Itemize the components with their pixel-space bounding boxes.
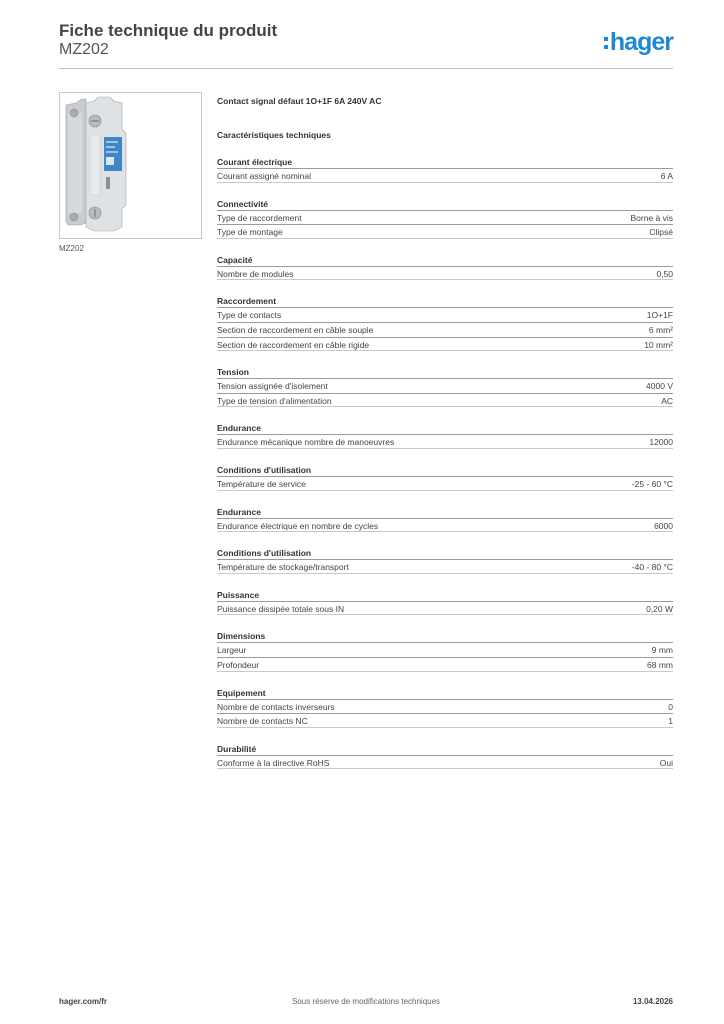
spec-row <box>217 168 673 183</box>
spec-group-title: Capacité <box>217 254 253 265</box>
product-code: MZ202 <box>59 41 109 58</box>
spec-row <box>217 266 673 281</box>
spec-value: AC <box>661 395 673 406</box>
page-title: Fiche technique du produit <box>59 21 278 40</box>
page-header <box>59 21 673 69</box>
spec-value: 10 mm² <box>644 339 673 350</box>
spec-content <box>217 95 673 769</box>
spec-group-title: Conditions d'utilisation <box>217 464 312 475</box>
spec-group-title: Courant électrique <box>217 157 293 167</box>
footer-website: hager.com/fr <box>59 997 108 1006</box>
spec-group-title: Endurance <box>217 506 261 517</box>
spec-row <box>217 657 673 672</box>
spec-value: 6 A <box>660 171 673 181</box>
spec-group <box>217 156 673 183</box>
spec-row <box>217 378 673 393</box>
hager-logo <box>604 29 673 55</box>
spec-group-title: Tension <box>217 367 249 378</box>
spec-value: 12000 <box>649 437 673 448</box>
spec-value: 1 <box>668 716 673 727</box>
contact-module-icon <box>60 93 201 238</box>
spec-value: -40 - 80 °C <box>631 562 673 573</box>
spec-label: Conforme à la directive RoHS <box>217 757 330 768</box>
page-footer <box>59 997 673 1009</box>
spec-rows <box>217 755 673 770</box>
spec-label: Température de service <box>217 478 306 489</box>
spec-label: Section de raccordement en câble rigide <box>217 339 370 350</box>
spec-label: Type de montage <box>217 227 283 238</box>
spec-group-title: Endurance <box>217 423 261 434</box>
spec-label: Courant assigné nominal <box>217 171 312 181</box>
spec-rows <box>217 601 673 616</box>
spec-rows <box>217 307 673 351</box>
spec-row <box>217 210 673 225</box>
spec-label: Nombre de contacts NC <box>217 716 308 727</box>
spec-rows <box>217 378 673 407</box>
spec-row <box>217 307 673 322</box>
spec-group-title: Connectivité <box>217 198 269 209</box>
spec-group-title: Puissance <box>217 589 260 600</box>
spec-group <box>217 547 673 574</box>
spec-value: Borne à vis <box>630 212 673 223</box>
spec-group <box>217 743 673 770</box>
spec-group <box>217 589 673 616</box>
spec-group <box>217 506 673 533</box>
spec-value: 1O+1F <box>646 310 673 321</box>
spec-label: Type de contacts <box>217 310 282 321</box>
spec-value: 0,50 <box>656 268 673 279</box>
product-image <box>59 92 202 239</box>
spec-value: Clipsé <box>649 227 673 238</box>
spec-value: 6 mm² <box>648 324 673 335</box>
spec-label: Tension assignée d'isolement <box>217 381 328 392</box>
spec-value: 68 mm <box>647 659 673 670</box>
spec-row <box>217 699 673 714</box>
spec-label: Profondeur <box>217 659 260 670</box>
spec-label: Type de raccordement <box>217 212 302 223</box>
spec-group <box>217 198 673 239</box>
spec-value: 0,20 W <box>646 603 673 614</box>
spec-rows <box>217 476 673 491</box>
spec-group <box>217 422 673 449</box>
spec-rows <box>217 434 673 449</box>
spec-group <box>217 295 673 351</box>
spec-label: Type de tension d'alimentation <box>217 395 332 406</box>
spec-group <box>217 464 673 491</box>
spec-label: Nombre de contacts inverseurs <box>217 701 335 712</box>
footer-date: 13.04.2026 <box>632 997 673 1006</box>
spec-group-title: Raccordement <box>217 296 277 307</box>
spec-group-title: Durabilité <box>217 743 257 754</box>
spec-group <box>217 630 673 671</box>
spec-rows <box>217 168 673 183</box>
spec-value: -25 - 60 °C <box>631 478 673 489</box>
spec-group-title: Equipement <box>217 687 266 698</box>
spec-label: Section de raccordement en câble souple <box>217 324 374 335</box>
spec-row <box>217 224 673 239</box>
spec-row <box>217 393 673 408</box>
spec-rows <box>217 559 673 574</box>
spec-group-title: Conditions d'utilisation <box>217 548 312 559</box>
spec-row <box>217 337 673 352</box>
spec-value: 0 <box>668 701 673 712</box>
spec-groups <box>217 156 673 769</box>
spec-row <box>217 518 673 533</box>
spec-row <box>217 642 673 657</box>
logo-dots-icon <box>604 37 608 49</box>
spec-label: Largeur <box>217 645 247 656</box>
product-description: Contact signal défaut 1O+1F 6A 240V AC <box>217 96 382 106</box>
spec-value: 6000 <box>654 520 673 531</box>
spec-label: Endurance mécanique nombre de manoeuvres <box>217 437 395 448</box>
spec-row <box>217 755 673 770</box>
spec-group <box>217 687 673 728</box>
spec-value: Oui <box>659 757 673 768</box>
spec-row <box>217 559 673 574</box>
spec-row <box>217 476 673 491</box>
spec-label: Endurance électrique en nombre de cycles <box>217 520 379 531</box>
image-caption: MZ202 <box>59 244 84 253</box>
spec-value: 4000 V <box>646 381 673 392</box>
spec-rows <box>217 699 673 728</box>
spec-value: 9 mm <box>651 645 673 656</box>
spec-row <box>217 713 673 728</box>
logo-text: hager <box>609 28 673 56</box>
spec-group-title: Dimensions <box>217 631 266 642</box>
footer-notice: Sous réserve de modifications techniques <box>291 997 441 1006</box>
spec-group <box>217 254 673 281</box>
spec-group <box>217 366 673 407</box>
spec-row <box>217 322 673 337</box>
spec-rows <box>217 642 673 671</box>
spec-rows <box>217 518 673 533</box>
spec-row <box>217 601 673 616</box>
spec-label: Température de stockage/transport <box>217 562 349 573</box>
header-divider <box>59 68 673 69</box>
tech-characteristics-title: Caractéristiques techniques <box>217 130 331 140</box>
spec-rows <box>217 266 673 281</box>
spec-rows <box>217 210 673 239</box>
spec-label: Nombre de modules <box>217 268 294 279</box>
spec-row <box>217 434 673 449</box>
spec-label: Puissance dissipée totale sous IN <box>217 603 345 614</box>
